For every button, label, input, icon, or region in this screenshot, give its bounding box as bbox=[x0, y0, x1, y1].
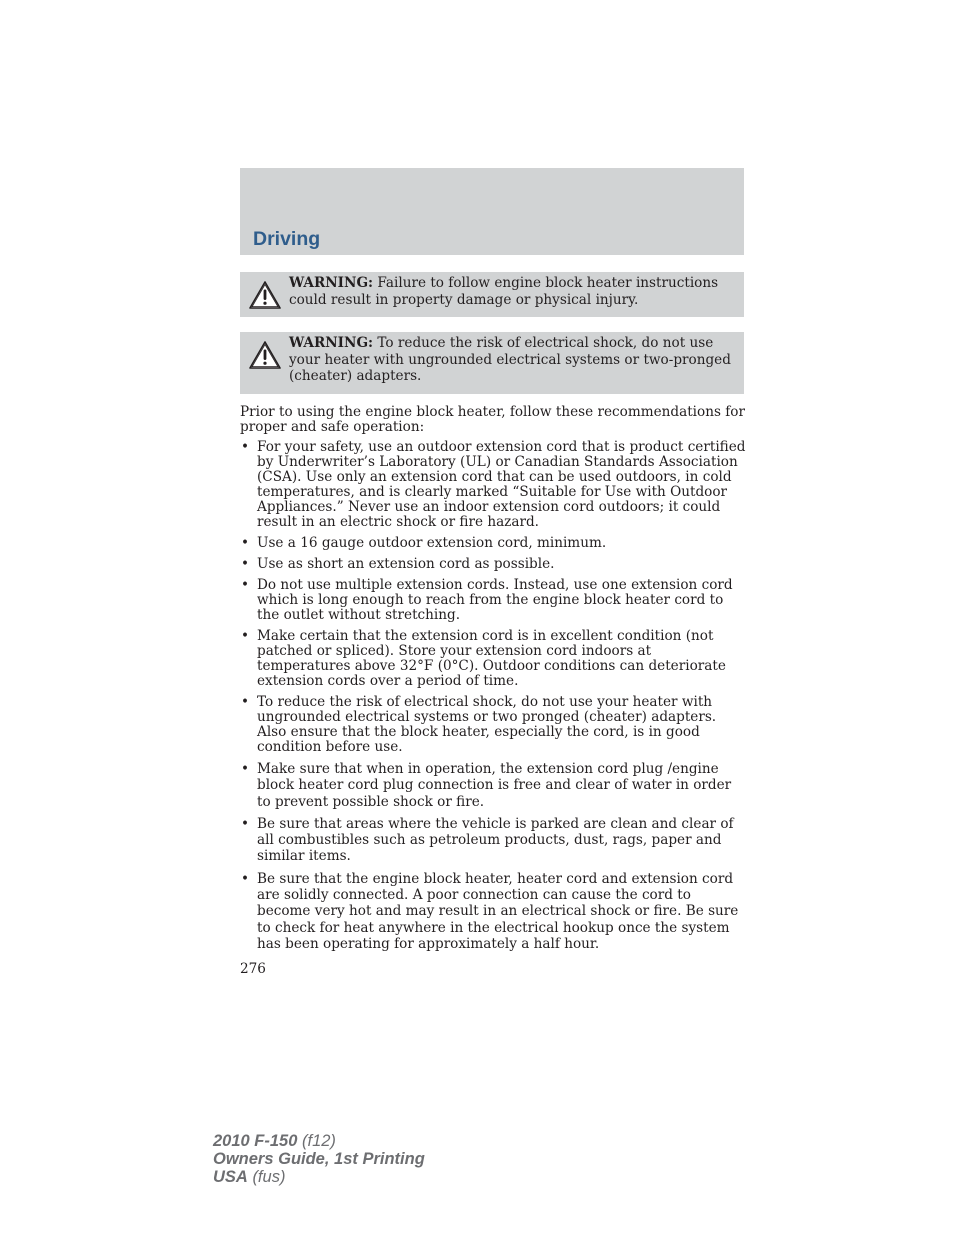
print-footer bbox=[213, 1132, 425, 1186]
list-item bbox=[240, 578, 746, 623]
list-item-text: Be sure that areas where the vehicle is parked are clean and clear of all combustibles such as petroleum products, dust, rags, paper and similar items. bbox=[257, 815, 734, 865]
bullet-icon: • bbox=[241, 628, 250, 644]
intro-paragraph: Prior to using the engine block heater, follow these recommendations for proper and safe operation: bbox=[240, 404, 745, 435]
list-item bbox=[240, 816, 746, 865]
list-item bbox=[240, 629, 746, 689]
warning-text: To reduce the risk of electrical shock, do not use your heater with ungrounded electrical systems or two-pronged (cheater) adapters. bbox=[289, 335, 731, 384]
footer-edition: Owners Guide, 1st Printing bbox=[213, 1150, 425, 1168]
bullet-icon: • bbox=[241, 815, 250, 832]
list-item-text: Use as short an extension cord as possible. bbox=[257, 556, 555, 572]
list-item bbox=[240, 761, 746, 810]
section-header-band bbox=[240, 168, 744, 255]
warning-triangle-icon bbox=[248, 340, 282, 370]
footer-line-model bbox=[213, 1132, 425, 1150]
list-item bbox=[240, 440, 746, 530]
list-item-text: Make sure that when in operation, the extension cord plug /engine block heater cord plug connection is free and clear of water in order to prevent possible shock or fire. bbox=[257, 761, 732, 810]
footer-market-code: (fus) bbox=[252, 1168, 286, 1186]
footer-model-code: (f12) bbox=[302, 1132, 336, 1150]
list-item bbox=[240, 871, 746, 952]
section-title: Driving bbox=[253, 228, 321, 250]
body-text bbox=[240, 405, 746, 958]
footer-line-market bbox=[213, 1168, 425, 1186]
warning-box bbox=[240, 332, 744, 394]
footer-market: USA bbox=[213, 1168, 248, 1186]
footer-line-edition bbox=[213, 1150, 425, 1168]
warning-text: Failure to follow engine block heater instructions could result in property damage or physical injury. bbox=[289, 275, 719, 308]
list-item-text: To reduce the risk of electrical shock, do not use your heater with ungrounded electrical systems or two pronged (cheater) adapters. Also ensure that the block heater, especially the cord, is in good condition before use. bbox=[257, 694, 717, 755]
warning-label: WARNING: bbox=[289, 335, 374, 351]
footer-model: 2010 F-150 bbox=[213, 1132, 298, 1150]
list-item-text: Do not use multiple extension cords. Instead, use one extension cord which is long enough to reach from the engine block heater cord to the outlet without stretching. bbox=[257, 577, 733, 623]
page-number: 276 bbox=[240, 961, 266, 977]
list-item-text: For your safety, use an outdoor extension cord that is product certified by Underwriter’s Laboratory (UL) or Canadian Standards Association (CSA). Use only an extension cord that can be used outdoors, in cold temperatures, and is clearly marked “Suitable for Use with Outdoor Appliances.” Never use an indoor extension cord outdoors; it could result in an electric shock or fire hazard. bbox=[257, 439, 746, 530]
list-item-text: Use a 16 gauge outdoor extension cord, minimum. bbox=[257, 535, 607, 551]
bullet-icon: • bbox=[241, 761, 250, 777]
bullet-icon: • bbox=[241, 577, 250, 593]
list-item bbox=[240, 536, 746, 551]
warning-box bbox=[240, 272, 744, 317]
list-item bbox=[240, 695, 746, 755]
warning-label: WARNING: bbox=[289, 275, 374, 291]
bullet-icon: • bbox=[241, 556, 250, 572]
bullet-icon: • bbox=[241, 694, 250, 710]
warning-triangle-icon bbox=[248, 280, 282, 310]
list-item-text: Make certain that the extension cord is in excellent condition (not patched or spliced). Store your extension cord indoors at temperatures above 32°F (0°C). Outdoor conditions can deteriorate extension cords over a period of time. bbox=[257, 628, 726, 689]
bullet-icon: • bbox=[241, 870, 250, 887]
list-item-text: Be sure that the engine block heater, heater cord and extension cord are solidly connected. A poor connection can cause the cord to become very hot and may result in an electrical shock or fire. Be sure to check for heat anywhere in the electrical hookup once the system has been operating for approximately a half hour. bbox=[257, 870, 739, 952]
bullet-icon: • bbox=[241, 535, 250, 551]
recommendations-list bbox=[240, 440, 746, 952]
list-item bbox=[240, 557, 746, 572]
bullet-icon: • bbox=[241, 439, 250, 455]
